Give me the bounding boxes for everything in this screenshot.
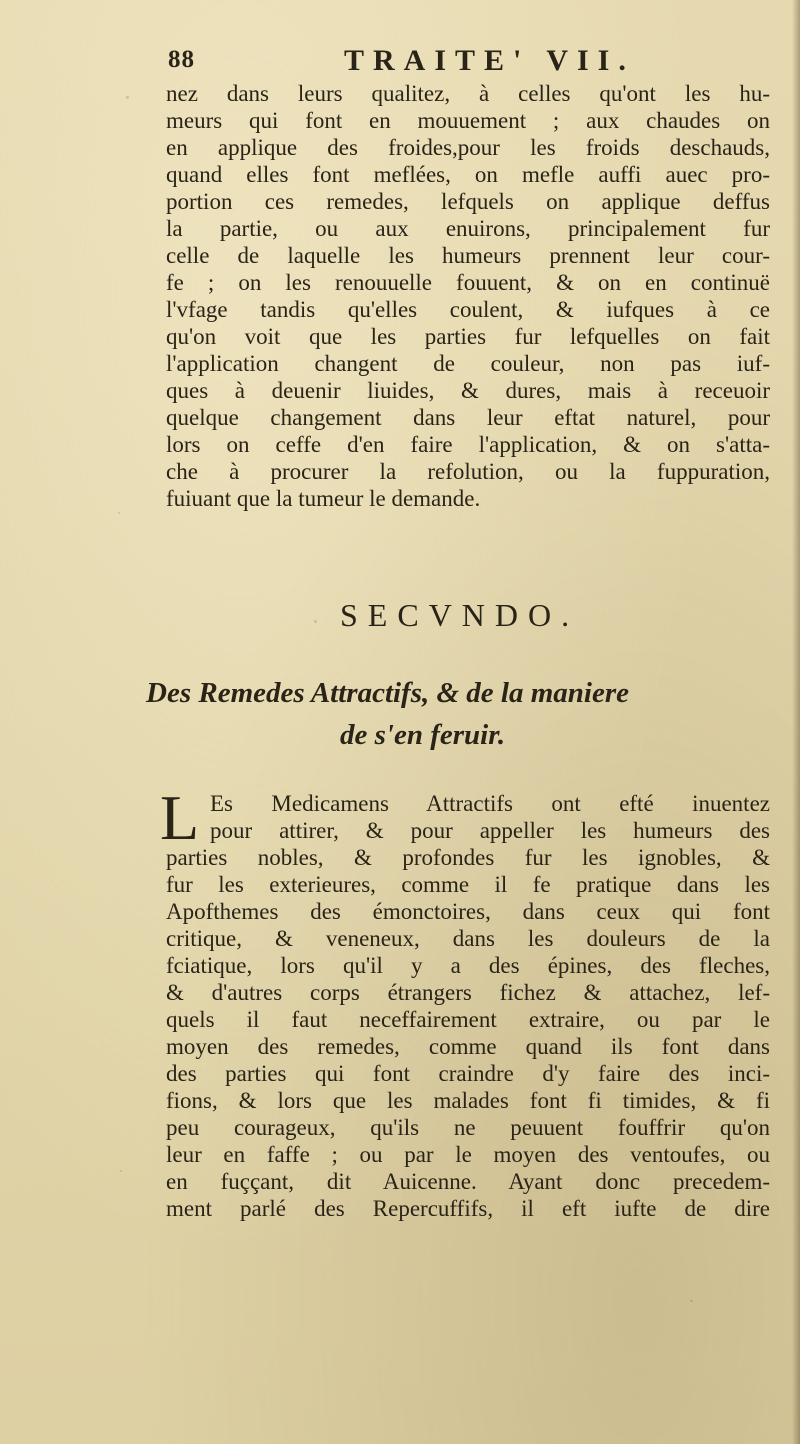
text-line: en fuççant, dit Auicenne. Ayant donc precedem- (166, 1169, 770, 1194)
text-line: parties nobles, & profondes fur les ignobles, & (166, 845, 770, 870)
text-line: critique, & veneneux, dans les douleurs de la (166, 926, 770, 951)
text-line: fur les exterieures, comme il fe pratique dans les (166, 872, 770, 897)
paper-speck (690, 1300, 693, 1302)
text-line: l'vfage tandis qu'elles coulent, & iufques à ce (166, 297, 770, 322)
section-title: SECVNDO. (340, 597, 580, 633)
text-line: celle de laquelle les humeurs prennent leur cour- (166, 243, 770, 268)
drop-cap: L (160, 782, 200, 853)
text-line: en applique des froides,pour les froids deschauds, (166, 135, 770, 160)
paper-speck (120, 1170, 122, 1172)
text-line: moyen des remedes, comme quand ils font dans (166, 1034, 770, 1059)
text-line: des parties qui font craindre d'y faire des inci- (166, 1061, 770, 1086)
text-line: fions, & lors que les malades font fi timides, & fi (166, 1088, 770, 1113)
text-line: peu courageux, qu'ils ne peuuent fouffrir qu'on (166, 1115, 770, 1140)
page-header (168, 44, 768, 84)
running-head: TRAITE' VII. (344, 44, 635, 77)
section-subtitle-continued: de s'en feruir. (340, 719, 506, 751)
page-edge-shadow (792, 0, 800, 1444)
text-line: Apofthemes des émonctoires, dans ceux qui font (166, 899, 770, 924)
text-line: fe ; on les renouuelle fouuent, & on en continuë (166, 270, 770, 295)
section-subtitle: Des Remedes Attractifs, & de la maniere (146, 677, 630, 709)
text-line: l'application changent de couleur, non pas iuf- (166, 351, 770, 376)
paragraph-2 (166, 790, 770, 1222)
text-line: meurs qui font en mouuement ; aux chaudes on (166, 108, 770, 133)
text-line: & d'autres corps étrangers fichez & attachez, lef- (166, 980, 770, 1005)
text-line: nez dans leurs qualitez, à celles qu'ont les hu- (166, 81, 770, 106)
page-number: 88 (168, 46, 195, 73)
text-line: fciatique, lors qu'il y a des épines, des fleches, (166, 953, 770, 978)
paragraph-1 (166, 80, 770, 512)
text-line: lors on ceffe d'en faire l'application, & on s'atta- (166, 432, 770, 457)
paper-speck (126, 96, 129, 99)
text-line: pour attirer, & pour appeller les humeurs des (210, 818, 770, 843)
paper-speck (314, 620, 317, 623)
text-line: Es Medicamens Attractifs ont efté inuentez (210, 791, 770, 816)
text-line: portion ces remedes, lefquels on applique deffus (166, 189, 770, 214)
text-line: quand elles font meflées, on mefle auffi auec pro- (166, 162, 770, 187)
paper-speck (118, 512, 120, 514)
text-line: quelque changement dans leur eftat naturel, pour (166, 405, 770, 430)
text-line: quels il faut neceffairement extraire, ou par le (166, 1007, 770, 1032)
text-line: leur en faffe ; ou par le moyen des ventoufes, ou (166, 1142, 770, 1167)
text-line: ment parlé des Repercuffifs, il eft iufte de dire (166, 1196, 770, 1221)
text-line: la partie, ou aux enuirons, principalement fur (166, 216, 770, 241)
text-line: ques à deuenir liuides, & dures, mais à receuoir (166, 378, 770, 403)
text-line: qu'on voit que les parties fur lefquelles on fait (166, 324, 770, 349)
text-line: fuiuant que la tumeur le demande. (166, 486, 481, 511)
text-line: che à procurer la refolution, ou la fuppuration, (166, 459, 770, 484)
